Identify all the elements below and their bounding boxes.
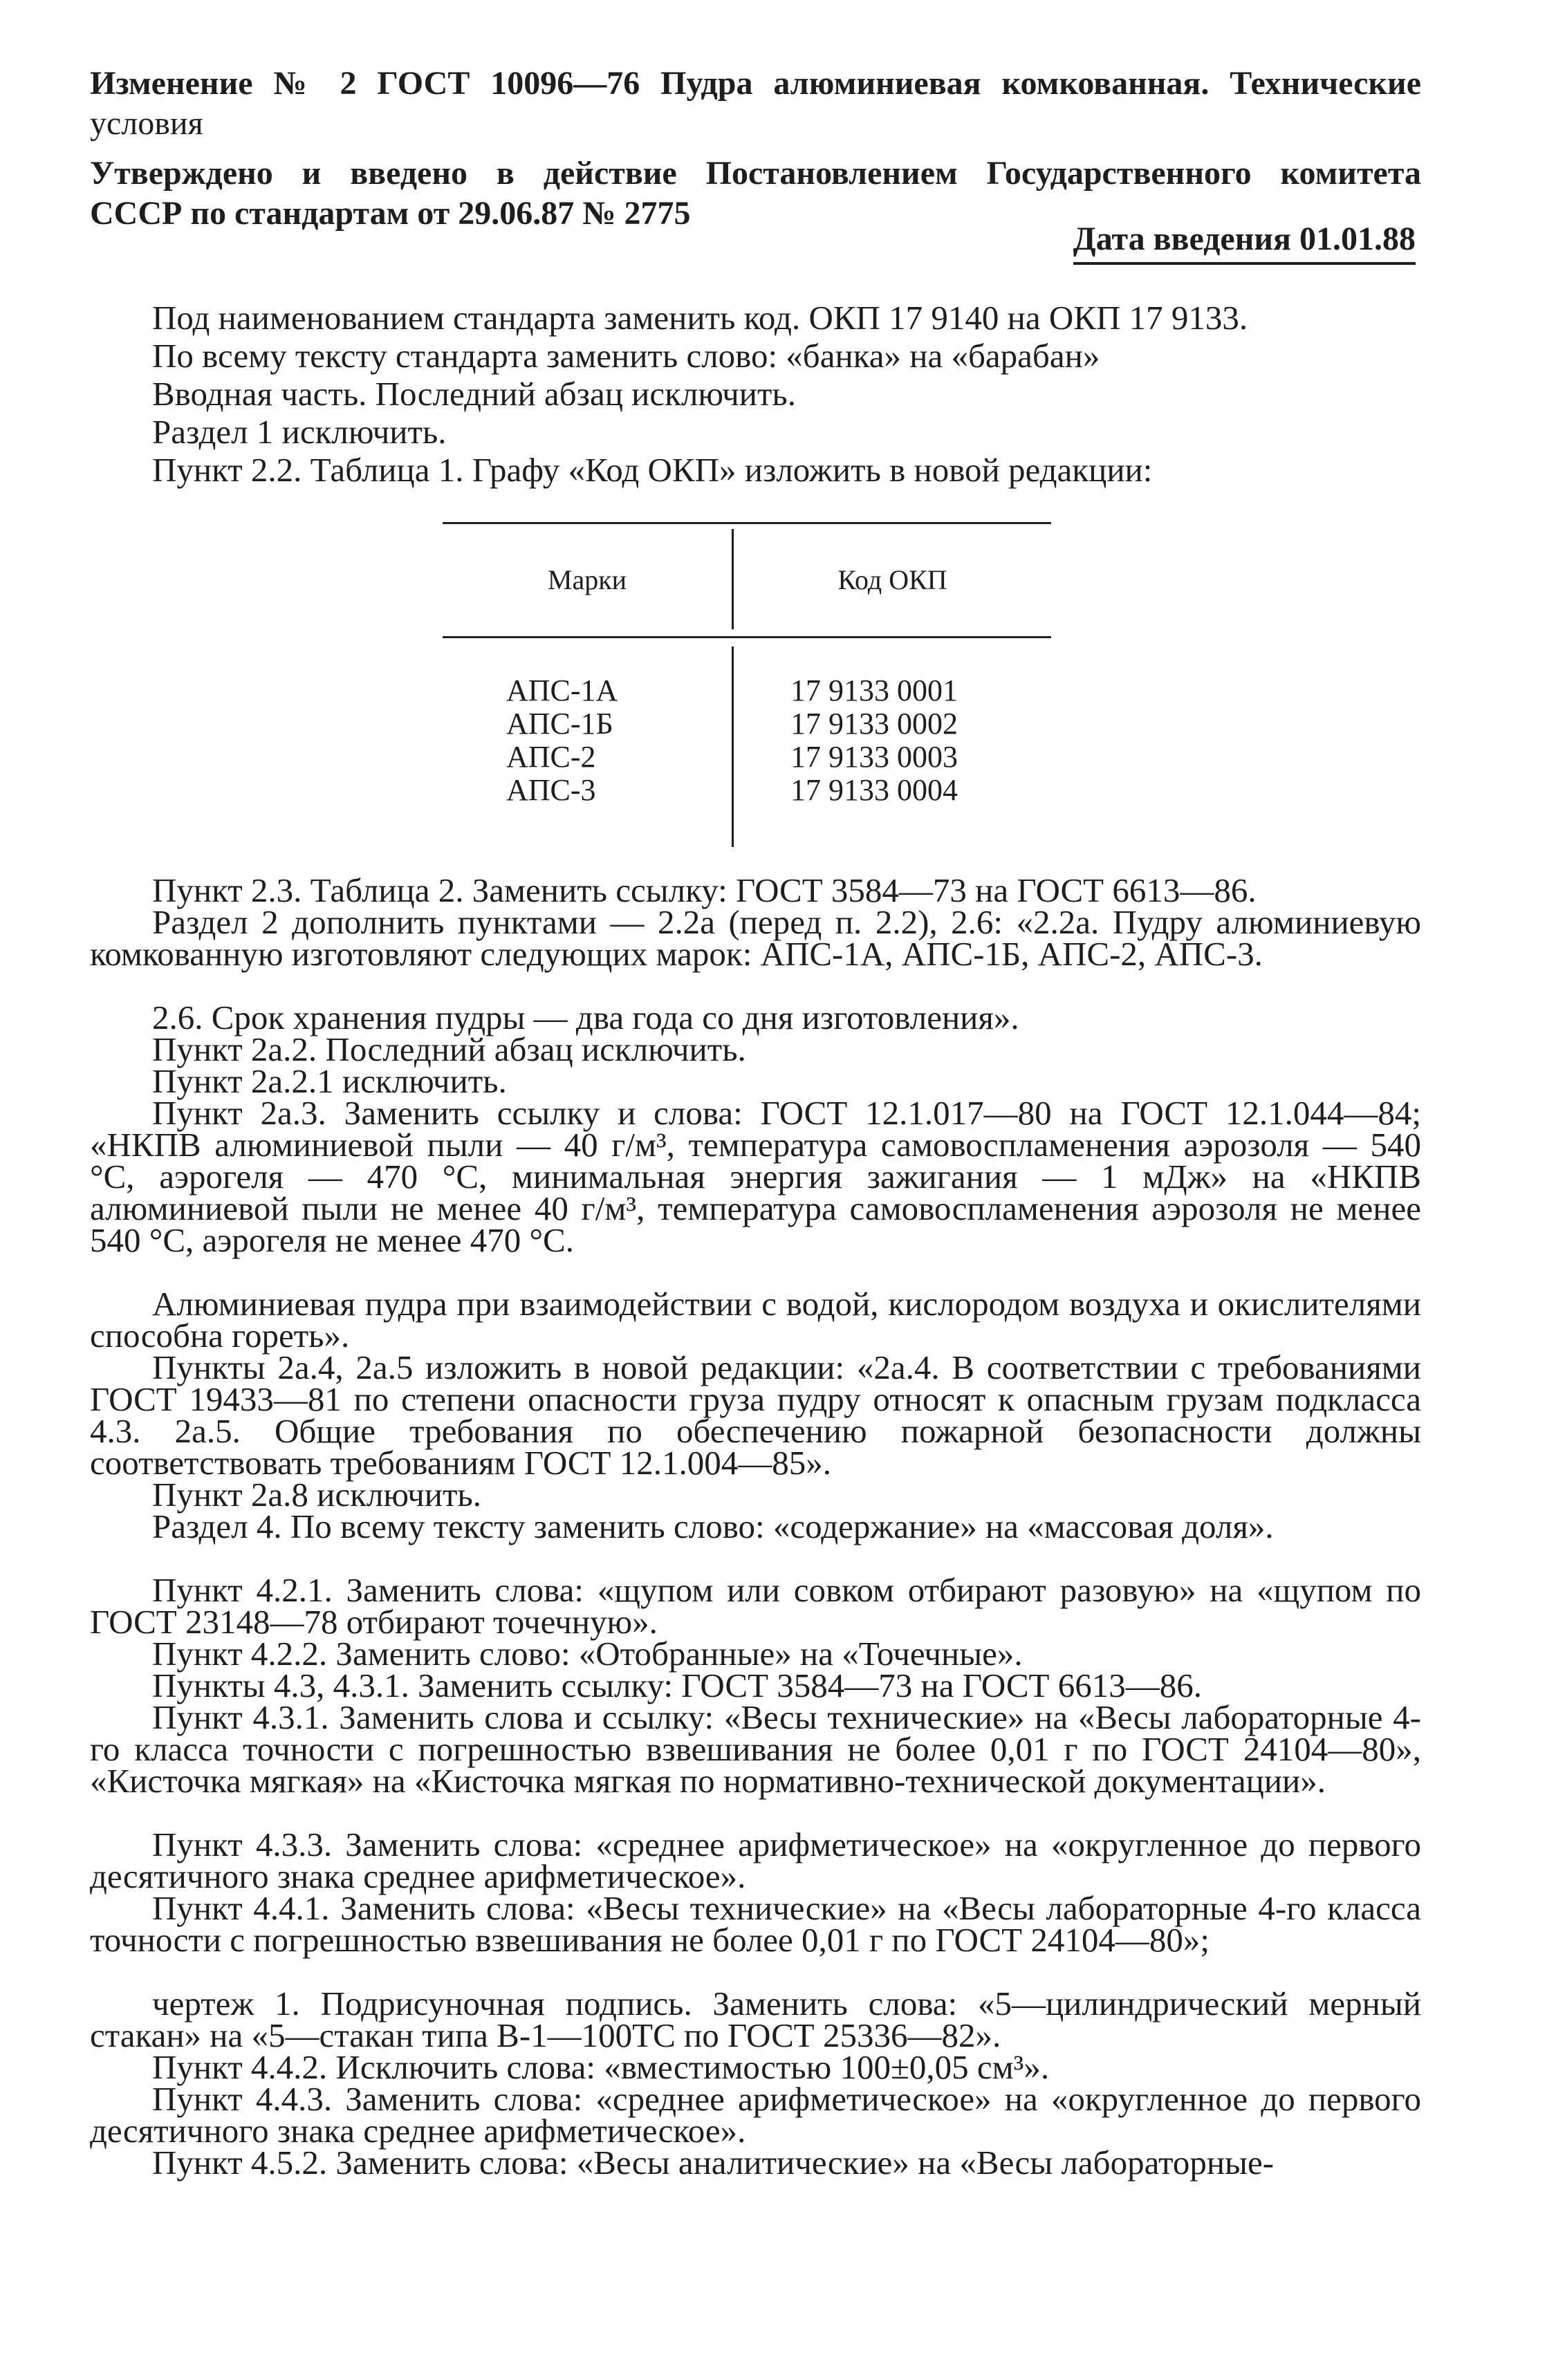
intro-line: Пункт 2.2. Таблица 1. Графу «Код ОКП» изложить в новой редакции:	[152, 451, 1153, 489]
intro-line: Под наименованием стандарта заменить код. ОКП 17 9140 на ОКП 17 9133.	[152, 299, 1248, 337]
effective-date: Дата введения 01.01.88	[1073, 220, 1416, 265]
table-cell-mark: АПС-1Б	[506, 707, 613, 741]
column-header-okp: Код ОКП	[837, 564, 947, 595]
paragraph: Пункт 2а.2.1 исключить.	[152, 1062, 507, 1100]
table-cell-code: 17 9133 0002	[790, 707, 958, 741]
paragraph: чертеж 1. Подрисуночная подпись. Заменить слова: «5—цилиндрический мерный стакан» на «5—стакан типа В-1—100ТС по ГОСТ 25336—82».	[90, 1984, 1421, 2054]
paragraph: Пункты 4.3, 4.3.1. Заменить ссылку: ГОСТ 3584—73 на ГОСТ 6613—86.	[152, 1666, 1202, 1704]
table-cell-code: 17 9133 0003	[790, 740, 958, 774]
intro-block	[152, 299, 1445, 489]
table-top-rule	[443, 522, 1051, 524]
paragraph: Пункт 4.2.1. Заменить слова: «щупом или совком отбирают разовую» на «щупом по ГОСТ 23148—78 отбирают точечную».	[90, 1571, 1421, 1641]
paragraph: Пункт 4.4.2. Исключить слова: «вместимостью 100±0,05 см³».	[152, 2048, 1050, 2086]
intro-line: Вводная часть. Последний абзац исключить.	[152, 375, 797, 413]
intro-line: Раздел 1 исключить.	[152, 413, 447, 451]
table-cell-code: 17 9133 0001	[790, 673, 958, 707]
paragraph: Пункт 2а.8 исключить.	[152, 1476, 482, 1514]
amendment-title: Изменение № 2 ГОСТ 10096—76 Пудра алюминиевая комкованная. Технические условия	[90, 65, 1421, 142]
column-header-marks: Марки	[547, 564, 627, 595]
paragraph: Пункт 4.2.2. Заменить слово: «Отобранные» на «Точечные».	[152, 1635, 1023, 1673]
paragraph: Алюминиевая пудра при взаимодействии с водой, кислородом воздуха и окислителями способна гореть».	[90, 1285, 1421, 1355]
paragraph: Пункт 4.4.1. Заменить слова: «Весы технические» на «Весы лабораторные 4-го класса точности с погрешностью взвешивания не более 0,01 г по ГОСТ 24104—80»;	[90, 1889, 1421, 1959]
paragraph: Раздел 4. По всему тексту заменить слово: «содержание» на «массовая доля».	[152, 1507, 1274, 1545]
approval-note: Утверждено и введено в действие Постановлением Государственного комитета СССР по стандартам от 29.06.87 № 2775	[90, 155, 1421, 232]
okp-code-table	[443, 522, 1051, 847]
table-cell-code: 17 9133 0004	[790, 773, 958, 807]
table-header-rule	[443, 636, 1051, 638]
table-cell-mark: АПС-1А	[506, 673, 618, 707]
paragraph: Пункт 4.4.3. Заменить слова: «среднее арифметическое» на «округленное до первого десятичного знака среднее арифметическое».	[90, 2080, 1421, 2150]
paragraph: Пункт 2а.2. Последний абзац исключить.	[152, 1030, 746, 1068]
paragraph: Раздел 2 дополнить пунктами — 2.2а (перед п. 2.2), 2.6: «2.2а. Пудру алюминиевую комкованную изготовляют следующих марок: АПС-1А, АПС-1Б, АПС-2, АПС-3.	[90, 903, 1421, 973]
paragraph: 2.6. Срок хранения пудры — два года со дня изготовления».	[152, 998, 1019, 1036]
paragraph: Пункт 2а.3. Заменить ссылку и слова: ГОСТ 12.1.017—80 на ГОСТ 12.1.044—84; «НКПВ алюминиевой пыли — 40 г/м³, температура самовоспламенения аэрозоля — 540 °С, аэрогеля — 470 °С, минимальная энергия зажигания — 1 мДж» на «НКПВ алюминиевой пыли не менее 40 г/м³, температура самовоспламенения аэрозоля не менее 540 °С, аэрогеля не менее 470 °С.	[90, 1094, 1421, 1259]
table-body-divider	[732, 647, 734, 847]
table-cell-mark: АПС-2	[506, 740, 596, 774]
paragraph: Пункт 4.5.2. Заменить слова: «Весы аналитические» на «Весы лабораторные-	[152, 2144, 1275, 2182]
paragraph: Пункт 4.3.3. Заменить слова: «среднее арифметическое» на «округленное до первого десятичного знака среднее арифметическое».	[90, 1825, 1421, 1895]
paragraph: Пункты 2а.4, 2а.5 изложить в новой редакции: «2а.4. В соответствии с требованиями ГОСТ 19433—81 по степени опасности груза пудру относят к опасным грузам подкласса 4.3. 2а.5. Общие требования по обеспечению пожарной безопасности должны соответствовать требованиям ГОСТ 12.1.004—85».	[90, 1348, 1421, 1482]
paragraph: Пункт 2.3. Таблица 2. Заменить ссылку: ГОСТ 3584—73 на ГОСТ 6613—86.	[152, 871, 1257, 909]
intro-line: По всему тексту стандарта заменить слово: «банка» на «барабан»	[152, 337, 1100, 375]
paragraph: Пункт 4.3.1. Заменить слова и ссылку: «Весы технические» на «Весы лабораторные 4-го класса точности с погрешностью взвешивания не более 0,01 г по ГОСТ 24104—80», «Кисточка мягкая» на «Кисточка мягкая по нормативно-технической документации».	[90, 1698, 1421, 1800]
table-cell-mark: АПС-3	[506, 773, 596, 807]
